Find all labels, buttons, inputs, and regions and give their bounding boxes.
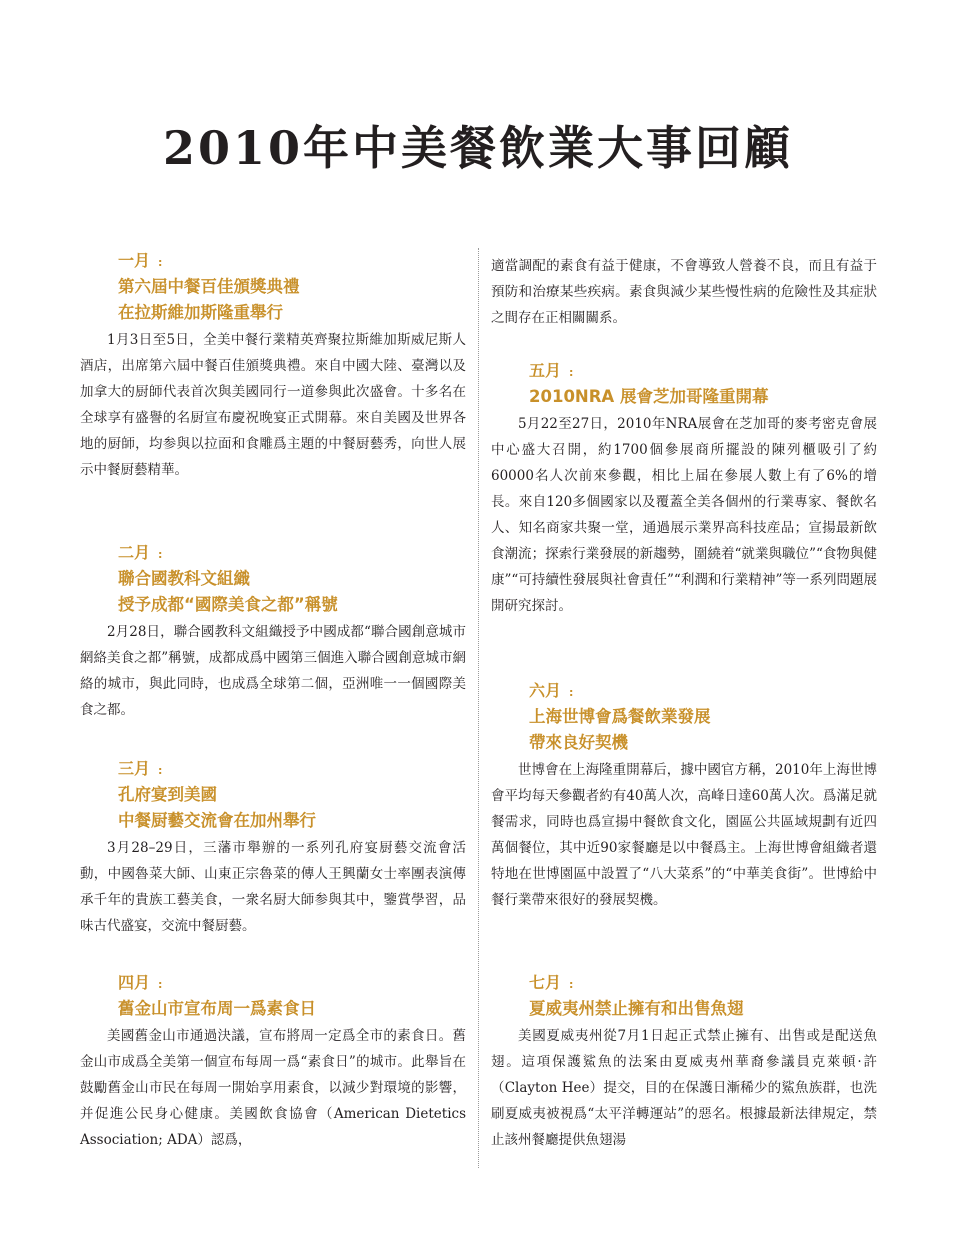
section-january xyxy=(80,248,466,483)
headline-line: 2010NRA 展會芝加哥隆重開幕 xyxy=(529,387,769,406)
article-body: 3月28–29日，三藩市舉辦的一系列孔府宴厨藝交流會活動，中國魯菜大師、山東正宗魯菜的傳人王興蘭女士率團表演傳承千年的貴族工藝美食，一衆名厨大師参與其中，鑒賞學習，品味古代盛宴，交流中餐厨藝。 xyxy=(80,840,466,934)
column-divider xyxy=(478,248,479,1168)
article-body: 世博會在上海隆重開幕后，據中國官方稱，2010年上海世博會平均每天參觀者約有40萬人次，高峰日達60萬人次。爲滿足就餐需求，同時也爲宣揚中餐飲食文化，園區公共區域規劃有近四萬個餐位，其中近90家餐廳是以中餐爲主。上海世博會組織者還特地在世博園區中設置了“八大菜系”的“中華美食街”。世博給中餐行業帶來很好的發展契機。 xyxy=(491,762,877,908)
page-title: 2010年中美餐飲業大事回顧 xyxy=(162,121,794,175)
headline-line: 夏威夷州禁止擁有和出售魚翅 xyxy=(529,999,744,1018)
article-body: 美國舊金山市通過決議，宣布將周一定爲全市的素食日。舊金山市成爲全美第一個宣布每周一爲“素食日”的城市。此舉旨在鼓勵舊金山市民在每周一開始享用素食，以減少對環境的影響，并促進公民身心健康。美國飲食協會（American Dietetics Association; ADA）認爲， xyxy=(80,1028,466,1148)
month-heading: 七月 : xyxy=(529,973,574,992)
month-heading: 三月 : xyxy=(118,759,163,778)
headline-line: 帶來良好契機 xyxy=(529,733,628,752)
section-february xyxy=(80,540,466,723)
section-april xyxy=(80,970,466,1153)
month-heading: 六月 : xyxy=(529,681,574,700)
section-april-continued xyxy=(491,252,877,331)
headline-line: 上海世博會爲餐飲業發展 xyxy=(529,707,711,726)
headline-line: 授予成都“國際美食之都”稱號 xyxy=(118,595,338,614)
article-body: 2月28日，聯合國教科文組織授予中國成都“聯合國創意城市網絡美食之都”稱號，成都成爲中國第三個進入聯合國創意城市網絡的城市，與此同時，也成爲全球第二個，亞洲唯一一個國際美食之都。 xyxy=(80,624,466,718)
section-march xyxy=(80,756,466,939)
section-may xyxy=(491,358,877,619)
article-body: 適當調配的素食有益于健康，不會導致人營養不良，而且有益于預防和治療某些疾病。素食與減少某些慢性病的危險性及其症狀之間存在正相關關系。 xyxy=(491,258,877,326)
month-heading: 二月 : xyxy=(118,543,163,562)
section-july xyxy=(491,970,877,1153)
month-heading: 四月 : xyxy=(118,973,163,992)
month-heading: 五月 : xyxy=(529,361,574,380)
headline-line: 舊金山市宣布周一爲素食日 xyxy=(118,999,316,1018)
headline-line: 在拉斯維加斯隆重舉行 xyxy=(118,303,283,322)
headline-line: 中餐厨藝交流會在加州舉行 xyxy=(118,811,316,830)
section-june xyxy=(491,678,877,913)
headline-line: 聯合國教科文組織 xyxy=(118,569,250,588)
article-body: 5月22至27日，2010年NRA展會在芝加哥的麥考密克會展中心盛大召開，約1700個參展商所擺設的陳列櫃吸引了約60000名人次前來參觀，相比上届在參展人數上有了6%的增長。來自120多個國家以及覆蓋全美各個州的行業專家、餐飲名人、知名商家共聚一堂，通過展示業界高科技産品；宣揚最新飲食潮流；探索行業發展的新趨勢，圍繞着“就業與職位”“食物與健康”“可持續性發展與社會責任”“利潤和行業精神”等一系列問題展開研究探討。 xyxy=(491,416,877,614)
headline-line: 孔府宴到美國 xyxy=(118,785,217,804)
article-body: 美國夏威夷州從7月1日起正式禁止擁有、出售或是配送魚翅。這項保護鯊魚的法案由夏威夷州華裔參議員克萊頓·許（Clayton Hee）提交，目的在保護日漸稀少的鯊魚族群，也洗刷夏威夷被視爲“太平洋轉運站”的惡名。根據最新法律規定，禁止該州餐廳提供魚翅湯 xyxy=(491,1028,877,1148)
article-body: 1月3日至5日，全美中餐行業精英齊聚拉斯維加斯威尼斯人酒店，出席第六屆中餐百佳頒獎典禮。來自中國大陸、臺灣以及加拿大的厨師代表首次與美國同行一道參與此次盛會。十多名在全球享有盛譽的名厨宣布慶祝晚宴正式開幕。來自美國及世界各地的厨師，均参與以拉面和食雕爲主題的中餐厨藝秀，向世人展示中餐厨藝精華。 xyxy=(80,332,466,478)
headline-line: 第六屆中餐百佳頒獎典禮 xyxy=(118,277,300,296)
month-heading: 一月 : xyxy=(118,251,163,270)
